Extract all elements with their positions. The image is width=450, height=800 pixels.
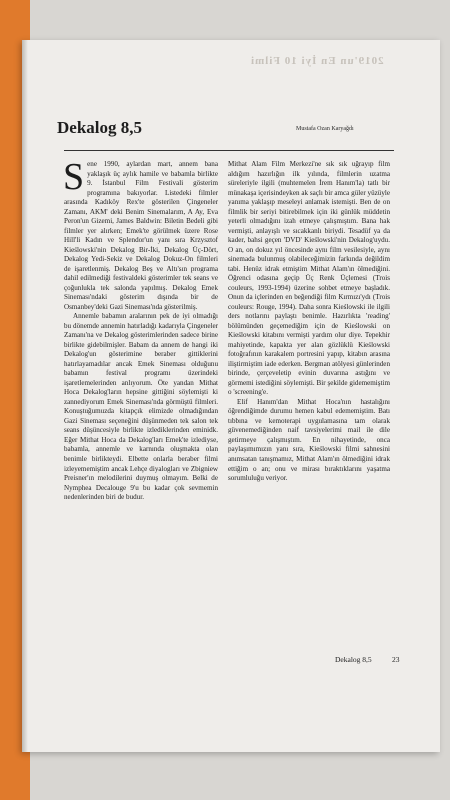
left-paragraph-1 — [63, 156, 218, 312]
article-title: Dekalog 8,5 — [57, 118, 142, 137]
drop-cap: S — [63, 156, 85, 198]
footer-title: Dekalog 8,5 — [335, 655, 372, 664]
left-paragraph-2: Annemle babamın aralarının pek de iyi olmadığı bu dönemde annemin hatırladığı kadarıyla Çingeneler Zamanı'na ve Dekalog gösterimlerinden sadece birine birlikte gidebilmişler. Babam da annem de hangi iki Dekalog'un gösterimine beraber gittiklerini hatırlayamadılar ancak Emek Sineması olduğunu babamın festival programı üzerindeki işaretlemelerinden anlıyorum. Öte yandan Mithat Hoca Dekalog'ların hepsine gittiğini söylemişti ki zannediyorum Emek Sineması'nda görmüştü filmleri. Konuştuğumuzda kitapçık elimizde olmadığından Gazi Sineması seçeneğini düşünmeden tek salon tek seans düşüncesiyle birlikte izlediklerinden eminidk. Eğer Mithat Hoca da Dekalog'ları Emek'te izlediyse, babamla, annemle ve karnında oluşmakta olan benimle birlikteydi. Elbette onlarla beraber filmi izleyememiştim ancak Lehçe diyalogları ve Zbigniew Preisner'ın melodilerini duymuş olmayım. Belki de Nymphea Decalouge 9'u bu kadar çok sevmemin nedenlerinden biri de budur. — [64, 312, 218, 502]
right-column — [228, 160, 390, 484]
left-paragraph-1-text: ene 1990, aylardan mart, annem bana yaklaşık üç aylık hamile ve babamla birlikte 9. İstanbul Film Festivali gösterim programına bakıyorlar. Listedeki filmler arasında Kadıköy Rex'te gösterilen Çingeneler Zamanı, AKM' deki Benim Sinemalarım, A Ay, Eva Peron'un Gizemi, James Baldwin: Biletin Bedeli gibi filmler yer alırken; Emek'te görülmek üzere Rose Hill'li Kadın ve Splendor'un yanı sıra Krzysztof Kieślowski'nin Dekalog Bir-İki, Dekalog Üç-Dört, Dekalog Yedi-Sekiz ve Dekalog Dokuz-On filmleri de işaretlenmiş. Dekalog Beş ve Altı'sın programa dahil edilmediği festivaldeki gösterimler tek seans ve çoğunlukla tek salonda yapılmış. Dekalog Emek Sineması'ndaki gösterim dışında bir de Osmanbey'deki Gazi Sineması'nda gösterilmiş. — [64, 160, 218, 311]
right-paragraph-2: Elif Hanım'dan Mithat Hoca'nın hastalığını öğrendiğimde durumu hemen kabul edememiştim. Batı tıbbına ve kemoterapi uygulamasına tam olarak güvenemediğinden naif tavsiyelerimi mail ile dile getirmeye çalışmıştım. En nihayetinde, onca paylaşımımızın yanı sıra, Kieślowski filmi sahnesini anımsatan tanışmamız, Mithat Alam'ın ölmediğini idrak ettiğim o an; onu ve mirası bıraktıklarını yaşatma sorumluluğu veriyor. — [228, 397, 390, 483]
article-author: Mustafa Ozan Karyağdı — [296, 126, 354, 132]
left-column — [63, 156, 218, 503]
header-rule — [64, 150, 394, 151]
bleed-through-text: 2019'un En İyi 10 Filmi — [250, 55, 384, 67]
page-number: 23 — [392, 655, 400, 664]
right-paragraph-1: Mithat Alam Film Merkezi'ne sık sık uğrayıp film aldığım hazırlığın ilk yılında, filmlerin uzatma süreleriyle ilgili (muhtemelen İrem Hanım'la) tatlı bir münakaşa içerisindeyken ak saçlı bir amca güler yüzüyle yanıma yaklaşıp meseleyi anlamak istemişti. Ben de on filmlik bir seriyi bitirebilmek için iki günlük müddetin yeterli olmadığını izah etmeye çalışmıştım. Bana hak vermişti, anlayışlı ve sıcakkanlı biriydi. Tesadüf ya da kader, bahsi geçen 'DVD' Kieślowski'nin Dekalog'uydu. O an, on dokuz yıl öncesinde aynı film vesilesiyle, aynı sinemada bulunmuş olabileceğimizin farkında değildim tabi. Henüz idrak etmiştim Mithat Alam'ın ölmediğini. Öğrenci odasına geçip Üç Renk Üçlemesi (Trois couleurs, 1993-1994) üzerine sohbet etmeye başladık. Onun da içlerinden en beğendiği film Kırmızı'ydı (Trois couleurs: Rouge, 1994). Daha sonra Kieślowski ile ilgili ders notlarını paylaştı benimle. Hazırlıkta 'reading' bölümünden geçemediğim için de Kieślowski on Kieślowski kitabını vermişti yardım olur diye. Tepekhir mahiyetinde, kapakta yer alan gözlüklü Kieślowski fotoğrafının karakalem portresini yapıp, kitabın arasına iliştirmiştim iade ederken. Bergman atölyesi günlerinden birinde, çerçeveletip evinin duvarına astığını ve görmemi istediğini söylemişti. Bir şekilde gidememiştim o 'screening'e. — [228, 160, 390, 397]
page-spine-shadow — [22, 40, 28, 752]
